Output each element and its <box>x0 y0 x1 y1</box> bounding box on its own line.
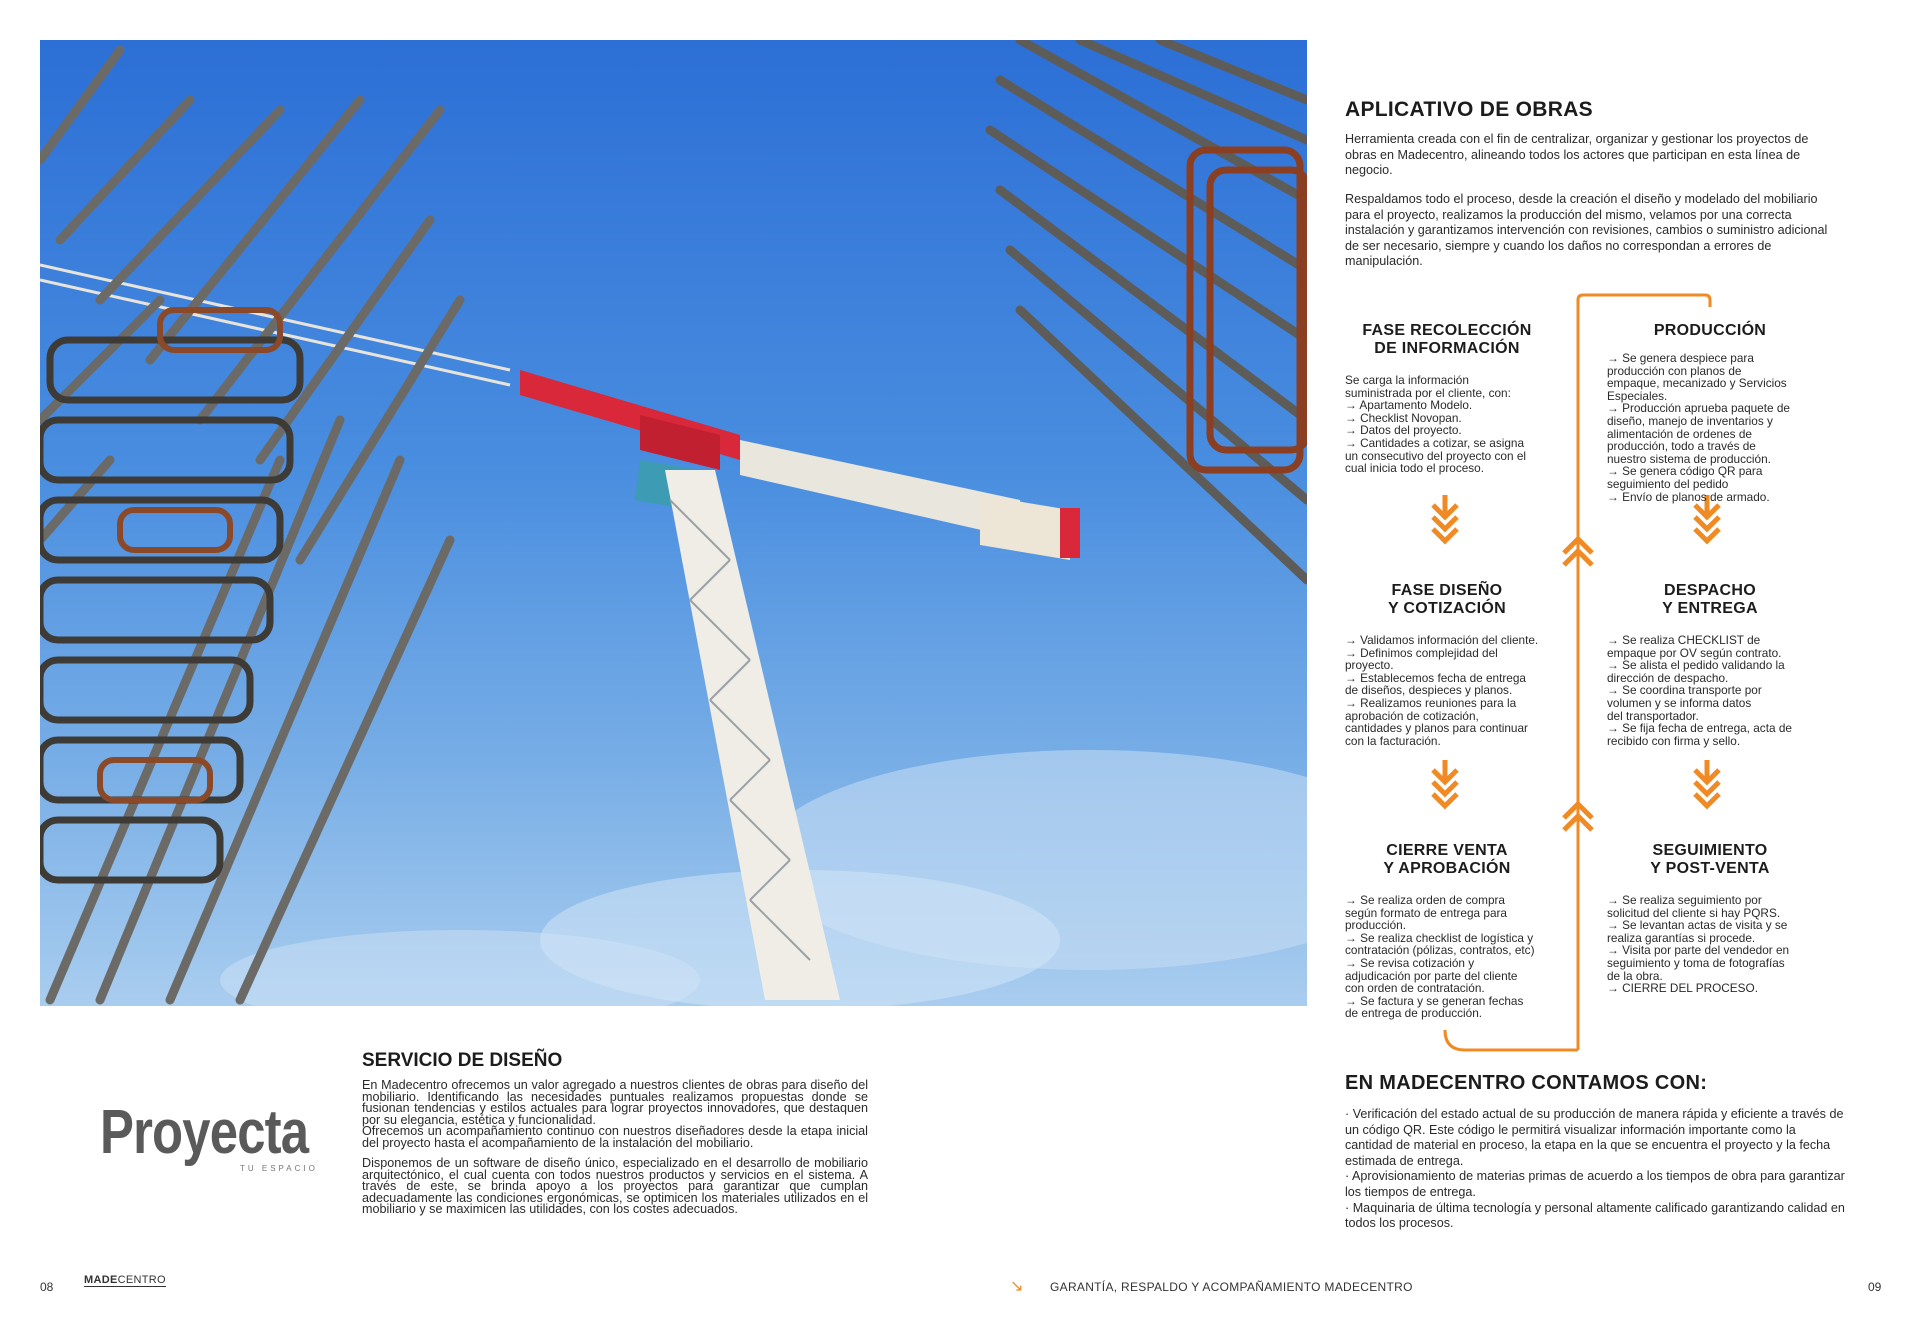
down-arrow-icon <box>1695 760 1719 806</box>
app-intro-2: Respaldamos todo el proceso, desde la creación el diseño y modelado del mobiliario para el proyecto, realizamos la producción del mismo, velamos por una correcta instalación y garantizamos intervención con revisiones, cambios o suministro adicional de ser necesario, siempre y cuando los daños no correspondan a errores de manipulación. <box>1345 192 1828 269</box>
contamos-title: EN MADECENTRO CONTAMOS CON: <box>1345 1072 1708 1094</box>
contamos-item: · Maquinaria de última tecnología y personal altamente calificado garantizando calidad en todos los procesos. <box>1345 1200 1845 1231</box>
rebar-left <box>40 50 460 1000</box>
arrow-icon: ↘ <box>1010 1278 1024 1295</box>
phase-body-recoleccion: Se carga la información suministrada por el cliente, con: → Apartamento Modelo. → Checklist Novopan. → Datos del proyecto. → Cantidades a cotizar, se asigna un consecutivo del proyecto con el cual inicia todo el proceso. <box>1345 373 1526 476</box>
design-title: SERVICIO DE DISEÑO <box>362 1050 563 1071</box>
contamos-list <box>1345 1107 1845 1232</box>
phase-body-cierre: → Se realiza orden de compra según formato de entrega para producción. → Se realiza checklist de logística y contratación (pólizas, contratos, etc) → Se revisa cotización y adjudicación por parte del cliente con orden de contratación. → Se factura y se generan fechas de entrega de producción. <box>1345 893 1535 1021</box>
phase-title-seguimiento: SEGUIMIENTO Y POST-VENTA <box>1650 842 1770 877</box>
phase-title-recoleccion: FASE RECOLECCIÓN DE INFORMACIÓN <box>1362 322 1532 357</box>
design-paragraph-2: Disponemos de un software de diseño único, especializado en el desarrollo de mobiliario arquitectónico, el cual cuenta con todos nuestros productos y servicios en el sistema. A través de este, se brinda apoyo a los proyectos para garantizar que cumplan adecuadamente las condiciones ergonómicas, se optimicen los materiales utilizados en el mobiliario y se maximicen las utilidades, con los costes adecuados. <box>362 1156 868 1217</box>
phase-body-diseno: → Validamos información del cliente. → Definimos complejidad del proyecto. → Establecemos fecha de entrega de diseños, despieces y planos. → Realizamos reuniones para la aprobación de cotización, cantidades y planos para continuar con la facturación. <box>1345 633 1539 748</box>
design-paragraph-1: En Madecentro ofrecemos un valor agregado a nuestros clientes de obras para diseño del mobiliario. Identificando las necesidades puntuales realizamos propuestas donde se fusionan tendencias y estilos actuales para lograr proyectos innovadores, que destaquen por su elegancia, estética y funcionalidad. Ofrecemos un acompañamiento continuo con nuestros diseñadores desde la etapa inicial del proyecto hasta el acompañamiento de la instalación del mobiliario. <box>362 1078 868 1150</box>
rebar-right <box>990 40 1307 580</box>
rebar-right-rust <box>1190 150 1307 470</box>
contamos-item: · Verificación del estado actual de su producción de manera rápida y eficiente a través de un código QR. Este código le permitirá visualizar información importante como la cantidad de material en proceso, la etapa en la que se encuentra el proyecto y la fecha estimada de entrega. <box>1345 1107 1844 1168</box>
crane-and-rebar-illustration <box>40 40 1307 1006</box>
flow-line-bottom <box>1445 1030 1578 1050</box>
phase-title-diseno: FASE DISEÑO Y COTIZACIÓN <box>1388 582 1506 617</box>
crane-red-section <box>520 370 740 470</box>
rebar-left-rust <box>100 310 280 800</box>
down-arrow-icon <box>1433 760 1457 806</box>
phase-title-produccion: PRODUCCIÓN <box>1653 322 1767 339</box>
phase-body-seguimiento: → Se realiza seguimiento por solicitud del cliente si hay PQRS. → Se levantan actas de visita y se realiza garantías si procede. → Visita por parte del vendedor en seguimiento y toma de fotografías de la obra. → CIERRE DEL PROCESO. <box>1607 893 1790 996</box>
logo-tagline: TU ESPACIO <box>240 1164 318 1173</box>
down-arrow-icon <box>1433 495 1457 541</box>
phase-body-despacho: → Se realiza CHECKLIST de empaque por OV según contrato. → Se alista el pedido validando la dirección de despacho. → Se coordina transporte por volumen y se informa datos del transportador. → Se fija fecha de entrega, acta de recibido con firma y sello. <box>1607 633 1792 748</box>
footer-title: GARANTÍA, RESPALDO Y ACOMPAÑAMIENTO MADECENTRO <box>1050 1280 1413 1294</box>
page-number-right: 09 <box>1868 1280 1882 1294</box>
brand-wordmark <box>84 1274 166 1287</box>
phase-title-despacho: DESPACHO Y ENTREGA <box>1662 582 1758 617</box>
construction-photo <box>40 40 1307 1006</box>
logo-word: Proyecta <box>100 1098 309 1167</box>
contamos-item: · Aprovisionamiento de materias primas de acuerdo a los tiempos de obra para garantizar los tiempos de entrega. <box>1345 1169 1845 1199</box>
phase-title-cierre: CIERRE VENTA Y APROBACIÓN <box>1383 842 1511 877</box>
brand-bold: MADE <box>84 1274 118 1286</box>
app-title: APLICATIVO DE OBRAS <box>1345 98 1593 121</box>
phase-body-produccion: → Se genera despiece para producción con planos de empaque, mecanizado y Servicios Especiales. → Producción aprueba paquete de diseño, manejo de inventarios y alimentación de ordenes de producción, todo a través de nuestro sistema de producción. → Se genera código QR para seguimiento del pedido → Envío de planos de armado. <box>1607 351 1790 504</box>
brand-light: CENTRO <box>117 1274 166 1286</box>
app-intro-1: Herramienta creada con el fin de centralizar, organizar y gestionar los proyectos de obras en Madecentro, alineando todos los actores que participan en esta línea de negocio. <box>1345 132 1809 178</box>
page-number-left: 08 <box>40 1280 54 1294</box>
proyecta-logo <box>100 1098 350 1178</box>
